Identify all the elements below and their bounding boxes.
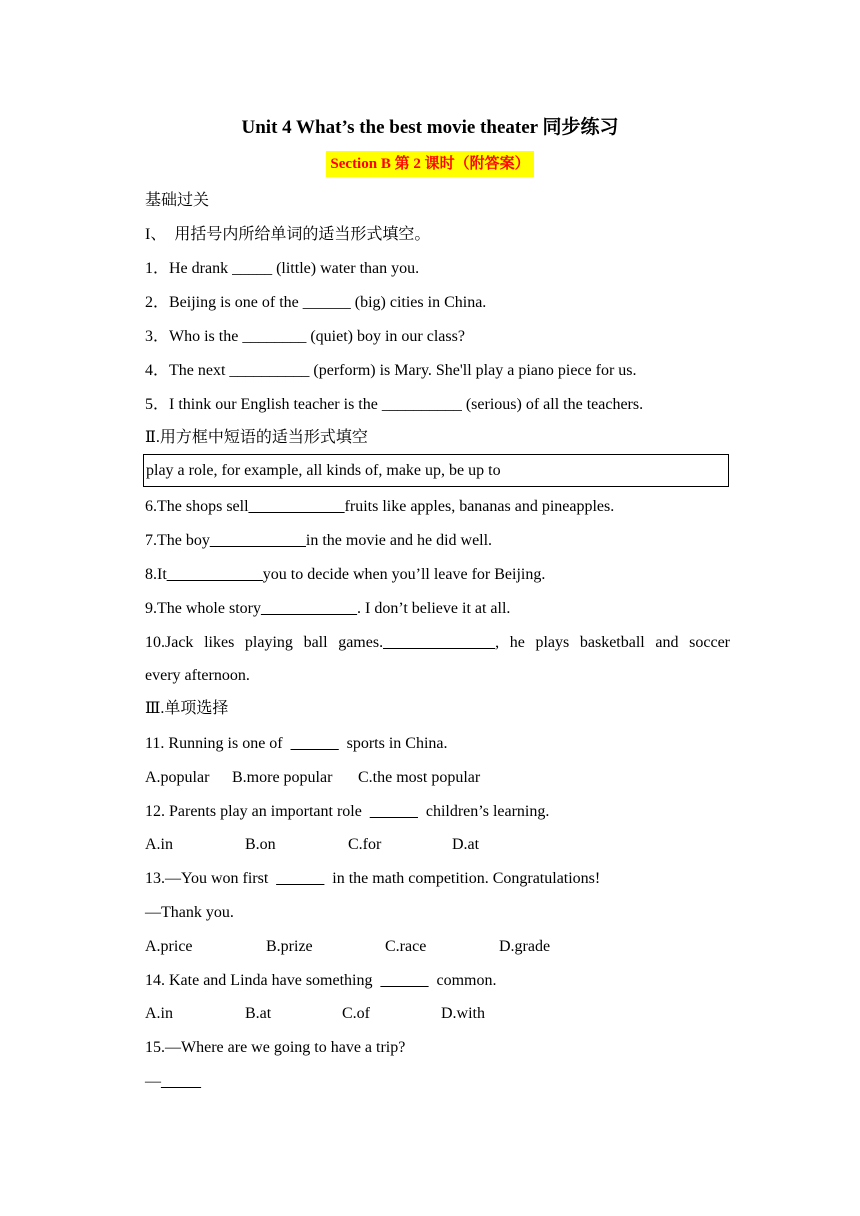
- question-14: 14. Kate and Linda have something ______ common.: [145, 972, 497, 989]
- question-15-reply: —_____: [145, 1073, 201, 1090]
- phrase-box-text: play a role, for example, all kinds of, make up, be up to: [146, 462, 501, 479]
- option-d: D.with: [441, 1005, 485, 1022]
- question-3: 3．Who is the ________ (quiet) boy in our class?: [145, 328, 465, 345]
- question-9: 9.The whole story____________. I don’t believe it at all.: [145, 600, 511, 617]
- answer-blank: ____________: [166, 566, 263, 583]
- answer-blank: ____________: [248, 498, 345, 515]
- option-c: C.race: [385, 938, 427, 955]
- part1-heading: I、 用括号内所给单词的适当形式填空。: [145, 226, 431, 243]
- section-basic-heading: 基础过关: [145, 192, 210, 209]
- option-a: A.in: [145, 1005, 173, 1022]
- option-a: A.popular: [145, 769, 210, 786]
- part3-heading: Ⅲ.单项选择: [145, 700, 229, 717]
- question-2: 2．Beijing is one of the ______ (big) cities in China.: [145, 294, 487, 311]
- option-b: B.on: [245, 836, 276, 853]
- question-5: 5．I think our English teacher is the __________ (serious) of all the teachers.: [145, 396, 644, 413]
- answer-blank: _____: [161, 1073, 201, 1090]
- question-13: 13.—You won first ______ in the math competition. Congratulations!: [145, 870, 601, 887]
- question-7: 7.The boy____________in the movie and he did well.: [145, 532, 493, 549]
- option-c: C.for: [348, 836, 382, 853]
- answer-blank: ______: [380, 972, 429, 989]
- question-11: 11. Running is one of ______ sports in China.: [145, 735, 448, 752]
- option-d: D.at: [452, 836, 480, 853]
- answer-blank: ______: [276, 870, 325, 887]
- page-subtitle: Section B 第 2 课时（附答案）: [326, 151, 533, 177]
- question-12: 12. Parents play an important role ______ children’s learning.: [145, 803, 550, 820]
- answer-blank: ______: [290, 735, 339, 752]
- option-c: C.the most popular: [358, 769, 481, 786]
- option-a: A.in: [145, 836, 173, 853]
- question-10-continued: every afternoon.: [145, 667, 250, 684]
- answer-blank: ______________: [383, 634, 496, 651]
- question-13-reply: —Thank you.: [145, 904, 234, 921]
- question-1: 1．He drank _____ (little) water than you.: [145, 260, 420, 277]
- answer-blank: ______: [369, 803, 418, 820]
- question-10: 10.Jack likes playing ball games.______________, he plays basketball and soccer: [145, 634, 730, 651]
- question-6: 6.The shops sell____________fruits like apples, bananas and pineapples.: [145, 498, 615, 515]
- option-b: B.prize: [266, 938, 313, 955]
- answer-blank: ____________: [209, 532, 306, 549]
- option-b: B.more popular: [232, 769, 333, 786]
- part2-heading: Ⅱ.用方框中短语的适当形式填空: [145, 429, 368, 446]
- option-c: C.of: [342, 1005, 370, 1022]
- option-b: B.at: [245, 1005, 272, 1022]
- answer-blank: ____________: [260, 600, 357, 617]
- phrase-box: [143, 454, 729, 487]
- page-title: Unit 4 What’s the best movie theater 同步练习: [241, 117, 619, 138]
- option-a: A.price: [145, 938, 193, 955]
- question-15: 15.—Where are we going to have a trip?: [145, 1039, 406, 1056]
- subtitle-wrap: [0, 151, 860, 177]
- question-8: 8.It____________you to decide when you’ll leave for Beijing.: [145, 566, 546, 583]
- option-d: D.grade: [499, 938, 551, 955]
- question-4: 4．The next __________ (perform) is Mary. She'll play a piano piece for us.: [145, 362, 637, 379]
